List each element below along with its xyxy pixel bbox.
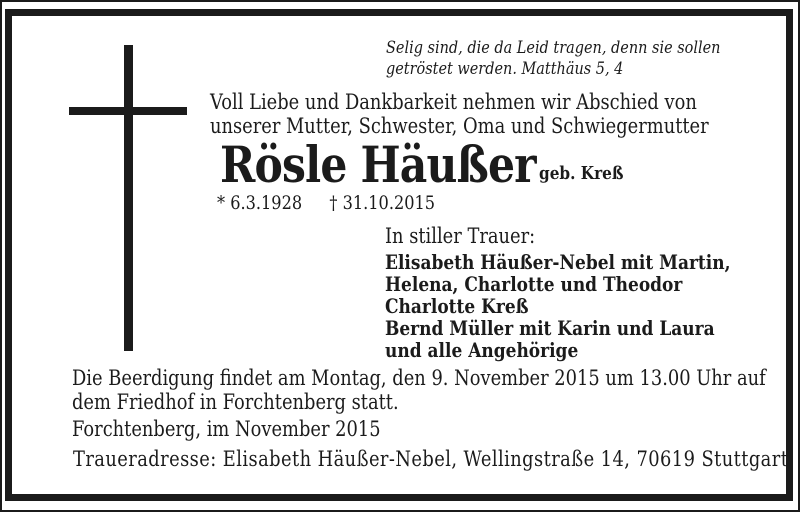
bible-verse — [386, 38, 720, 80]
cross-vertical-bar — [124, 45, 133, 351]
place-date-line: Forchtenberg, im November 2015 — [72, 417, 381, 441]
verse-line-2: getröstet werden. Matthäus 5, 4 — [386, 59, 624, 79]
mourner-line: Charlotte Kreß — [385, 294, 529, 318]
funeral-line-2: dem Friedhof in Forchtenberg statt. — [72, 390, 399, 414]
maiden-name: geb. Kreß — [539, 163, 624, 184]
mourning-label: In stiller Trauer: — [385, 224, 536, 248]
cross-horizontal-bar — [69, 107, 187, 115]
funeral-line-1: Die Beerdigung findet am Montag, den 9. November 2015 um 13.00 Uhr auf — [72, 366, 766, 390]
intro-text — [210, 90, 709, 138]
intro-line-1: Voll Liebe und Dankbarkeit nehmen wir Abschied von — [210, 90, 697, 114]
death-date: † 31.10.2015 — [329, 192, 436, 214]
mourner-line: Bernd Müller mit Karin und Laura — [385, 316, 715, 340]
verse-line-1: Selig sind, die da Leid tragen, denn sie sollen — [386, 38, 721, 58]
funeral-info — [72, 366, 766, 414]
birth-date: * 6.3.1928 — [217, 192, 303, 214]
life-dates — [217, 192, 435, 214]
mourners-list — [385, 251, 731, 361]
mourner-line: Helena, Charlotte und Theodor — [385, 272, 683, 296]
intro-line-2: unserer Mutter, Schwester, Oma und Schwiegermutter — [210, 114, 709, 138]
deceased-name: Rösle Häußer — [220, 135, 536, 194]
mourning-address: Traueradresse: Elisabeth Häußer-Nebel, Wellingstraße 14, 70619 Stuttgart — [73, 447, 789, 471]
mourner-line: und alle Angehörige — [385, 338, 579, 362]
mourner-line: Elisabeth Häußer-Nebel mit Martin, — [385, 250, 731, 274]
cross-icon — [69, 45, 187, 351]
